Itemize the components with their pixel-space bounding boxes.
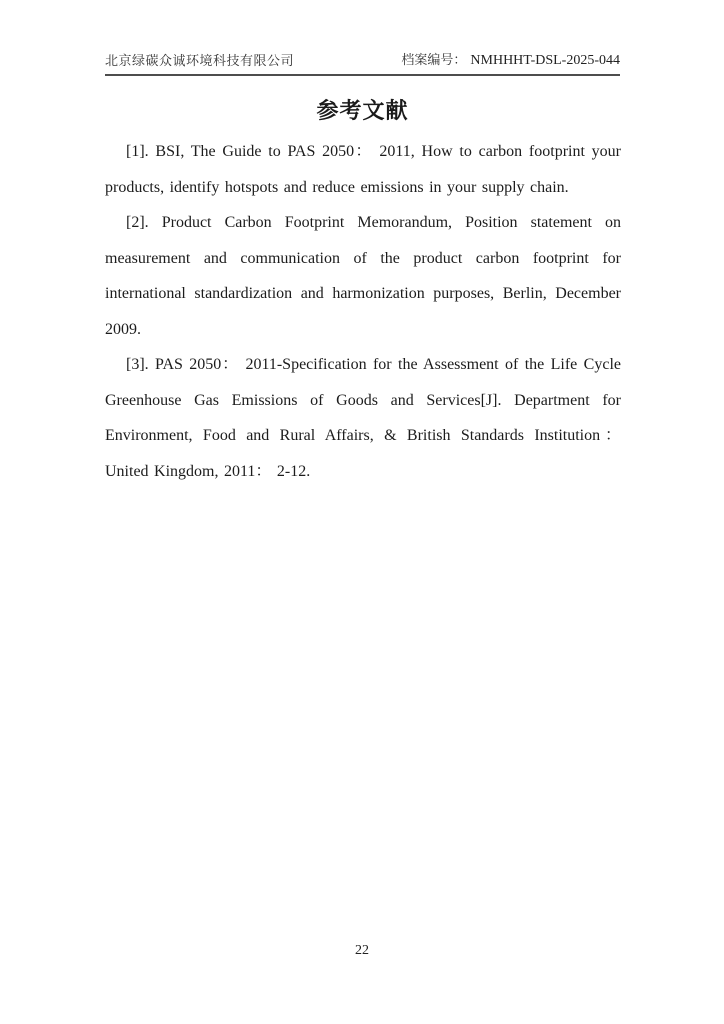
archive-number-value: NMHHHT-DSL-2025-044: [470, 53, 620, 68]
company-name: 北京绿碳众诚环境科技有限公司: [105, 53, 295, 68]
page-number: 22: [355, 943, 369, 958]
archive-number-label: 档案编号：: [401, 52, 467, 67]
section-title: 参考文献: [316, 98, 409, 123]
reference-item: [2]. Product Carbon Footprint Memorandum, Position statement on measurement and communication of the product carbon footprint for international standardization and harmonization purposes, Berlin, December 2009.: [105, 214, 621, 338]
reference-item: [1]. BSI, The Guide to PAS 2050： 2011, How to carbon footprint your products, identify hotspots and reduce emissions in your supply chain.: [105, 143, 621, 196]
reference-item: [3]. PAS 2050： 2011-Specification for the Assessment of the Life Cycle Greenhouse Gas Emissions of Goods and Services[J]. Department for Environment, Food and Rural Affairs, & British Standards Institution： United Kingdom, 2011： 2-12.: [105, 356, 621, 480]
archive-number-group: [401, 49, 620, 69]
page-header: [105, 49, 620, 76]
references-section: [105, 134, 621, 489]
